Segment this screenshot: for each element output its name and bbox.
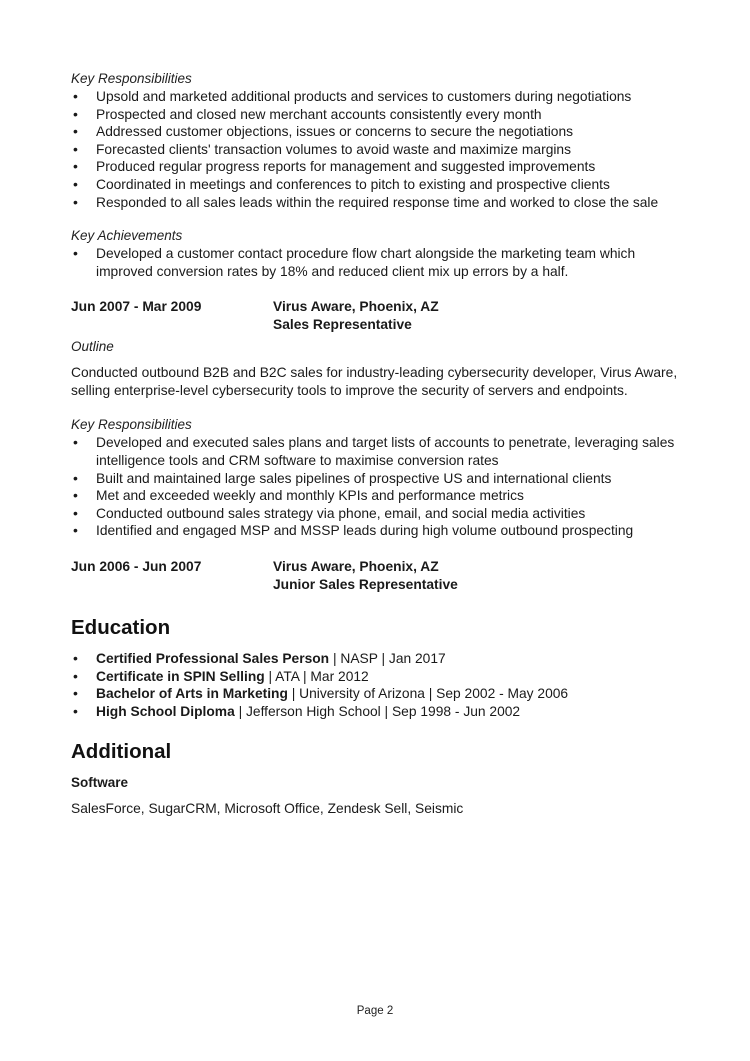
key-responsibilities-heading: Key Responsibilities [71,71,192,86]
page-number: Page 2 [356,1005,394,1017]
education-heading: Education [71,615,171,639]
job-company: Virus Aware, Phoenix, AZ [273,558,439,574]
job-entry [71,558,681,594]
job-title: Junior Sales Representative [273,576,458,592]
additional-heading: Additional [71,740,172,764]
outline-heading: Outline [71,339,114,355]
list-item: • Prospected and closed new merchant accounts consistently every month [71,106,681,124]
list-item: • Addressed customer objections, issues or concerns to secure the negotiations [71,123,681,141]
job-dates: Jun 2006 - Jun 2007 [71,558,202,574]
responsibilities-list [71,434,681,540]
key-achievements-heading: Key Achievements [71,228,183,244]
list-item: • Forecasted clients' transaction volumes to avoid waste and maximize margins [71,141,681,159]
software-heading: Software [71,775,129,791]
list-item: • Certified Professional Sales Person | NASP | Jan 2017 [71,650,681,668]
list-item: • Responded to all sales leads within the required response time and worked to close the sale [71,194,681,212]
list-item: • Produced regular progress reports for management and suggested improvements [71,158,681,176]
software-list: SalesForce, SugarCRM, Microsoft Office, Zendesk Sell, Seismic [71,801,464,817]
list-item: • Certificate in SPIN Selling | ATA | Mar 2012 [71,668,681,686]
list-item: • Bachelor of Arts in Marketing | University of Arizona | Sep 2002 - May 2006 [71,685,681,703]
list-item: • Developed and executed sales plans and target lists of accounts to penetrate, leveraging sales intelligence tools and CRM software to maximise conversion rates [71,434,681,469]
list-item: • Upsold and marketed additional products and services to customers during negotiations [71,88,681,106]
list-item: • Conducted outbound sales strategy via phone, email, and social media activities [71,505,681,523]
achievements-list [71,245,681,280]
list-item: • Identified and engaged MSP and MSSP leads during high volume outbound prospecting [71,522,681,540]
list-item: • Developed a customer contact procedure flow chart alongside the marketing team which improved conversion rates by 18% and reduced client mix up errors by a half. [71,245,681,280]
responsibilities-list [71,88,681,211]
job-dates: Jun 2007 - Mar 2009 [71,299,202,315]
list-item: • High School Diploma | Jefferson High School | Sep 1998 - Jun 2002 [71,703,681,721]
key-responsibilities-heading: Key Responsibilities [71,417,192,433]
outline-text: Conducted outbound B2B and B2C sales for industry-leading cybersecurity developer, Virus Aware, selling enterprise-level cybersecurity tools to improve the security of servers and endpoints. [71,365,678,399]
resume-page [71,70,681,818]
education-list [71,650,681,720]
list-item: • Built and maintained large sales pipelines of prospective US and international clients [71,470,681,488]
job-title: Sales Representative [273,317,412,333]
list-item: • Coordinated in meetings and conferences to pitch to existing and prospective clients [71,176,681,194]
list-item: • Met and exceeded weekly and monthly KPIs and performance metrics [71,487,681,505]
job-entry [71,298,681,334]
job-company: Virus Aware, Phoenix, AZ [273,299,439,315]
